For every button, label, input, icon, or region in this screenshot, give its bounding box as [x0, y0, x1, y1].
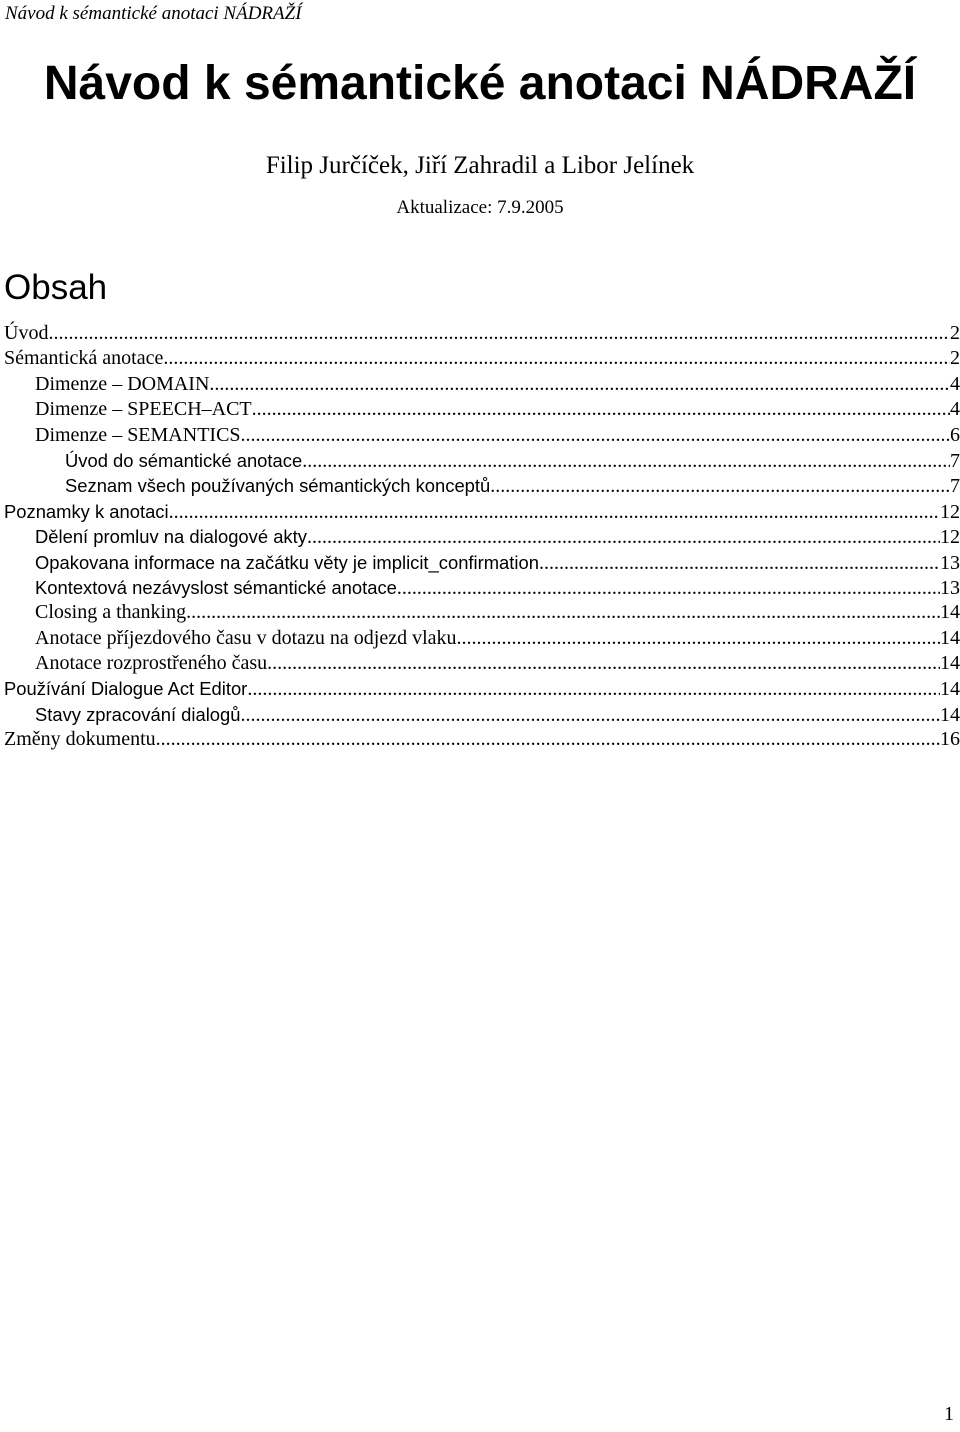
toc-entry-label: Kontextová nezávyslost sémantické anotace [35, 576, 397, 598]
toc-entry[interactable] [4, 575, 960, 600]
toc-entry-page: 6 [950, 423, 960, 446]
toc-entry-label: Dimenze – SEMANTICS [35, 423, 241, 446]
toc-entry-label: Anotace příjezdového času v dotazu na odjezd vlaku [35, 626, 457, 649]
toc-entry[interactable] [4, 676, 960, 701]
toc-entry-page: 4 [950, 372, 960, 395]
toc-entry[interactable] [4, 372, 960, 397]
toc-dot-leader [397, 576, 940, 600]
toc-entry-label: Opakovana informace na začátku věty je implicit_confirmation [35, 551, 539, 573]
toc-dot-leader [209, 372, 950, 397]
toc-entry[interactable] [4, 550, 960, 575]
toc-dot-leader [307, 525, 940, 549]
toc-entry-label: Stavy zpracování dialogů [35, 703, 241, 725]
table-of-contents [4, 321, 960, 753]
toc-dot-leader [457, 626, 940, 651]
toc-entry[interactable] [4, 346, 960, 371]
toc-entry-label: Poznamky k anotaci [4, 500, 169, 522]
toc-entry-page: 14 [940, 678, 960, 701]
toc-dot-leader [241, 703, 941, 727]
toc-entry-label: Seznam všech používaných sémantických konceptů [65, 475, 491, 497]
toc-dot-leader [186, 600, 940, 625]
toc-dot-leader [539, 551, 940, 575]
toc-dot-leader [163, 346, 950, 371]
toc-entry-page: 13 [940, 551, 960, 574]
toc-entry-page: 7 [950, 475, 960, 498]
toc-entry[interactable] [4, 600, 960, 625]
toc-entry[interactable] [4, 702, 960, 727]
toc-dot-leader [490, 474, 950, 498]
toc-entry-page: 12 [940, 500, 960, 523]
toc-dot-leader [241, 423, 950, 448]
toc-entry[interactable] [4, 727, 960, 752]
toc-entry[interactable] [4, 448, 960, 473]
toc-entry-label: Dimenze – SPEECH–ACT [35, 398, 252, 421]
update-date: Aktualizace: 7.9.2005 [396, 197, 564, 218]
toc-entry[interactable] [4, 626, 960, 651]
toc-entry-label: Změny dokumentu [4, 728, 156, 751]
toc-entry-label: Používání Dialogue Act Editor [4, 678, 248, 700]
toc-entry-page: 14 [940, 626, 960, 649]
toc-entry[interactable] [4, 499, 960, 524]
toc-entry-label: Dělení promluv na dialogové akty [35, 526, 307, 548]
toc-entry[interactable] [4, 397, 960, 422]
authors-line: Filip Jurčíček, Jiří Zahradil a Libor Jelínek [265, 152, 695, 179]
document-title: Návod k sémantické anotaci NÁDRAŽÍ [43, 57, 917, 110]
toc-dot-leader [252, 397, 950, 422]
toc-entry-label: Sémantická anotace [4, 347, 164, 370]
toc-entry-label: Closing a thanking [35, 601, 187, 624]
toc-entry-page: 2 [950, 322, 960, 344]
page-number: 1 [944, 1403, 954, 1425]
toc-dot-leader [247, 677, 940, 701]
running-header: Návod k sémantické anotaci NÁDRAŽÍ [5, 3, 302, 24]
toc-entry-page: 7 [950, 449, 960, 472]
toc-entry-page: 16 [940, 728, 960, 751]
toc-heading: Obsah [4, 268, 108, 307]
toc-entry[interactable] [4, 423, 960, 448]
toc-dot-leader [156, 727, 940, 752]
toc-entry-label: Dimenze – DOMAIN [35, 372, 210, 395]
toc-entry-page: 2 [950, 347, 960, 370]
toc-entry-page: 4 [950, 398, 960, 421]
toc-entry-label: Anotace rozprostřeného času [35, 652, 268, 675]
toc-dot-leader [302, 449, 950, 473]
toc-entry[interactable] [4, 651, 960, 676]
toc-dot-leader [267, 651, 940, 676]
toc-entry-page: 14 [940, 652, 960, 675]
toc-entry[interactable] [4, 524, 960, 549]
toc-entry[interactable] [4, 473, 960, 498]
toc-entry-page: 13 [940, 576, 960, 599]
toc-entry-label: Úvod [4, 322, 49, 344]
toc-entry-page: 14 [940, 601, 960, 624]
toc-entry-page: 12 [940, 526, 960, 549]
toc-entry[interactable] [4, 321, 960, 346]
toc-dot-leader [48, 321, 950, 346]
toc-dot-leader [169, 500, 940, 524]
toc-entry-page: 14 [940, 703, 960, 726]
toc-entry-label: Úvod do sémantické anotace [65, 449, 303, 471]
